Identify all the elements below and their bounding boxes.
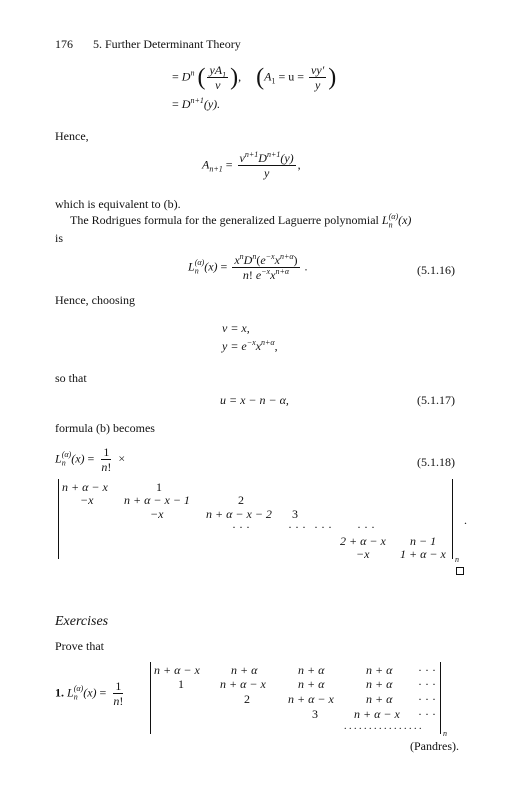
det1-cell: n + α − x − 1 (124, 493, 190, 507)
det1-cell: · · · (288, 520, 306, 534)
ex1-cell: n + α − x (154, 663, 200, 677)
equation-choose-y: $y = e^{-x}x^{n+\alpha}$, (222, 338, 278, 353)
det1-left-bar (58, 479, 59, 559)
det1-cell: · · · (357, 520, 375, 534)
det1-cell: n + α − x − 2 (206, 507, 272, 521)
det1-cell: 2 + α − x (340, 534, 386, 548)
det1-cell: n + α − x (62, 480, 108, 494)
running-title: 5. Further Determinant Theory (93, 37, 241, 51)
equation-top-line1: = $D^n$ ( $\frac{yA_1}{v}$ ), ($A_1 = u$ = $\frac{vy'}{y}$ ) (172, 63, 337, 92)
text-rodrigues: The Rodrigues formula for the generalized Laguerre polynomial $L_n^{(\alpha)}(x)$ (70, 212, 412, 230)
ex1-left-bar (150, 662, 151, 734)
exercise-1-lhs: 1. $L_n^{(\alpha)}(x)$ = $\frac{1}{n!}$ (55, 679, 124, 708)
equation-5-1-16: $L_n^{(\alpha)}(x)$ = $\frac{x^nD^n(e^{-x}x^{n+\alpha})}{n! e^{-x}x^{n+\alpha}}$ . (188, 252, 308, 282)
ex1-cell: n + α (231, 663, 258, 677)
ex1-cell: 2 (244, 692, 250, 706)
ex1-cell: 1 (178, 677, 184, 691)
ex1-right-bar (440, 662, 441, 734)
ex1-dots-row: . . . . . . . . . . . . . . . . (344, 721, 422, 732)
det1-cell: 1 + α − x (400, 547, 446, 561)
ex1-cell: n + α − x (220, 677, 266, 691)
ex1-cell: n + α − x (288, 692, 334, 706)
equation-label-5-1-18: (5.1.18) (417, 455, 455, 469)
ex1-order: n (443, 729, 447, 738)
det1-cell: 1 (156, 480, 162, 494)
text-hence-choosing: Hence, choosing (55, 293, 135, 307)
ex1-cell: 3 (312, 707, 318, 721)
det1-order: n (455, 555, 459, 564)
det1-period: . (464, 513, 467, 527)
text-which-equivalent: which is equivalent to (b). (55, 197, 181, 211)
section-heading-exercises: Exercises (55, 614, 109, 629)
det1-cell: · · · (314, 520, 332, 534)
qed-box-icon (456, 567, 464, 575)
text-prove-that: Prove that (55, 639, 104, 653)
equation-5-1-18: $L_n^{(\alpha)}(x)$ = $\frac{1}{n!}$ × (55, 445, 126, 474)
equation-label-5-1-17: (5.1.17) (417, 393, 455, 407)
det1-cell: 2 (238, 493, 244, 507)
ex1-cell: · · · (418, 707, 436, 721)
ex1-cell: · · · (418, 677, 436, 691)
det1-cell: −x (356, 547, 370, 561)
equation-label-5-1-16: (5.1.16) (417, 263, 455, 277)
equation-choose-v: v = x, (222, 321, 250, 335)
ex1-cell: n + α (366, 692, 393, 706)
det1-cell: n − 1 (410, 534, 437, 548)
ex1-cell: n + α − x (354, 707, 400, 721)
ex1-cell: · · · (418, 663, 436, 677)
citation-pandres: (Pandres). (410, 739, 459, 753)
text-is: is (55, 231, 64, 245)
equation-a-n-plus-1: $A_{n+1}$ = $\frac{v^{n+1}D^{n+1}(y)}{y}$ , (202, 150, 301, 180)
ex1-cell: n + α (366, 677, 393, 691)
page-number: 176 (55, 37, 73, 51)
equation-top-line2: = $D^{n+1}(y)$. (172, 96, 221, 111)
det1-cell: · · · (232, 520, 250, 534)
ex1-cell: · · · (418, 692, 436, 706)
text-formula-b: formula (b) becomes (55, 421, 155, 435)
det1-cell: 3 (292, 507, 298, 521)
equation-5-1-17: u = x − n − α, (220, 393, 289, 407)
ex1-cell: n + α (366, 663, 393, 677)
ex1-cell: n + α (298, 677, 325, 691)
ex1-cell: n + α (298, 663, 325, 677)
text-hence: Hence, (55, 129, 89, 143)
det1-right-bar (452, 479, 453, 559)
det1-cell: −x (80, 493, 94, 507)
text-so-that: so that (55, 371, 87, 385)
det1-cell: −x (150, 507, 164, 521)
